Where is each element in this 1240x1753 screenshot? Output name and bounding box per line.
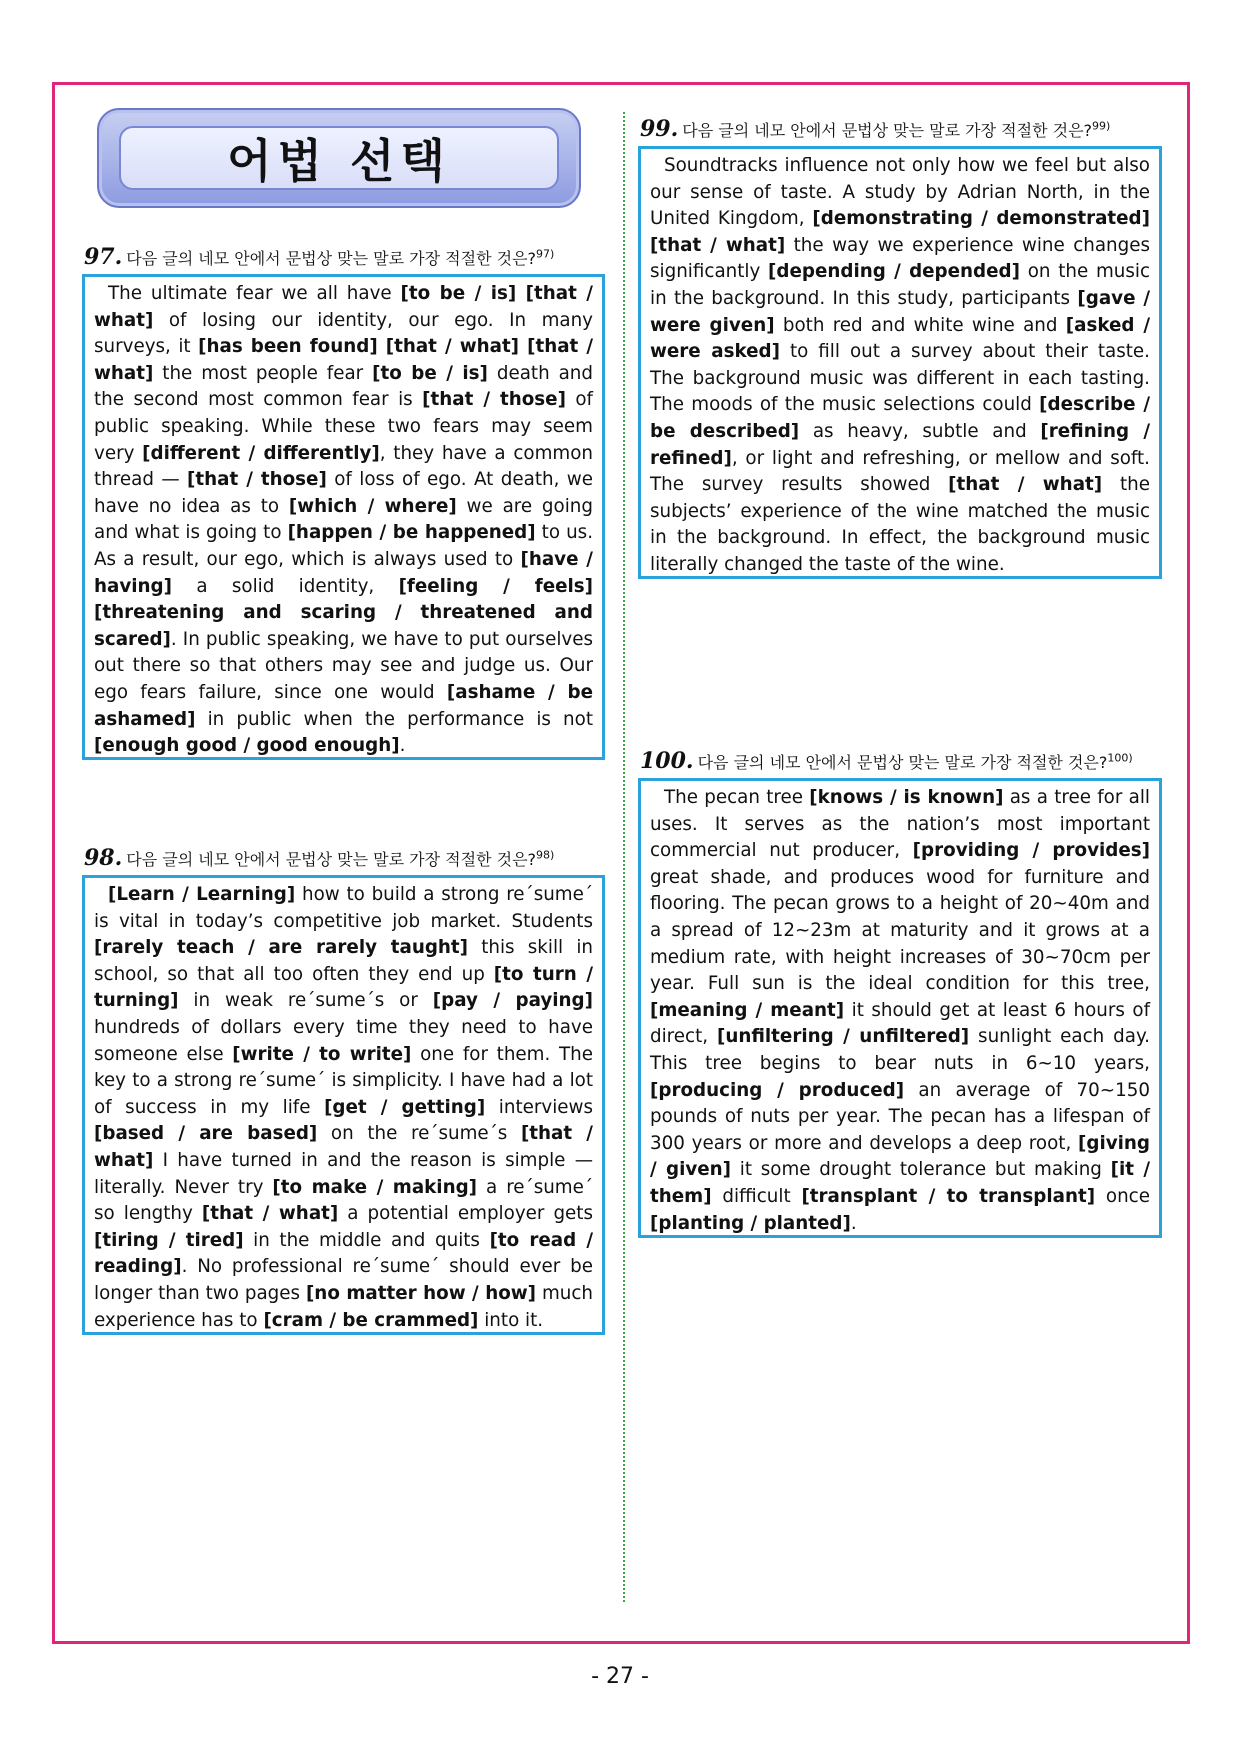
- page-number: - 27 -: [591, 1664, 649, 1689]
- answer-choice: [to be / is] [that / what]: [94, 283, 593, 331]
- footnote-marker: 97): [536, 247, 555, 261]
- question-prompt: 다음 글의 네모 안에서 문법상 맞는 말로 가장 적절한 것은?: [697, 753, 1108, 772]
- answer-choice: [no matter how / how]: [305, 1282, 537, 1304]
- answer-choice: [asked / were asked]: [650, 314, 1151, 363]
- answer-choice: [ashame / be ashamed]: [94, 681, 593, 730]
- answer-choice: [which / where]: [288, 495, 457, 517]
- answer-choice: [that / what]: [948, 474, 1103, 496]
- answer-choice: [producing / produced]: [650, 1079, 905, 1101]
- answer-choice: [knows / is known]: [809, 787, 1004, 808]
- answer-choice: [enough good / good enough]: [94, 735, 400, 757]
- answer-choice: [describe / be described]: [650, 394, 1150, 442]
- page-title: 어법 선택: [227, 134, 451, 188]
- answer-choice: [pay / paying]: [432, 990, 593, 1012]
- answer-choice: [tiring / tired]: [94, 1229, 244, 1251]
- answer-choice: [cram / be crammed]: [263, 1309, 479, 1331]
- footnote-marker: 100): [1107, 751, 1133, 765]
- answer-choice: [depending / depended]: [768, 261, 1020, 283]
- answer-choice: [it / them]: [650, 1159, 1150, 1207]
- answer-choice: [that / what]: [94, 1123, 593, 1171]
- question-box-98: [82, 875, 605, 1335]
- answer-choice: [unfiltering / unfiltered]: [716, 1026, 970, 1048]
- answer-choice: [that / those]: [422, 389, 566, 411]
- column-divider: [623, 112, 625, 1602]
- question-box-97: [82, 274, 605, 760]
- answer-choice: [based / are based]: [94, 1123, 318, 1145]
- answer-choice: [providing / provides]: [912, 840, 1150, 862]
- answer-choice: [Learn / Learning]: [108, 884, 296, 905]
- answer-choice: [refining / refined]: [650, 420, 1150, 469]
- answer-choice: [that / those]: [187, 469, 327, 491]
- question-number: 99.: [640, 116, 679, 142]
- question-box-99: [638, 146, 1162, 579]
- answer-choice: [get / getting]: [324, 1096, 486, 1118]
- footnote-marker: 98): [536, 848, 555, 862]
- answer-choice: [planting / planted]: [650, 1212, 851, 1234]
- question-number: 98.: [84, 845, 123, 871]
- answer-choice: [giving / given]: [650, 1132, 1150, 1181]
- answer-choice: [different / differently]: [142, 442, 380, 464]
- question-number: 97.: [84, 244, 123, 270]
- answer-choice: [have / having]: [94, 548, 593, 597]
- answer-choice: [gave / were given]: [650, 287, 1151, 336]
- answer-choice: [has been found] [that / what] [that / what]: [94, 336, 594, 384]
- question-heading-99: [640, 116, 1110, 142]
- question-prompt: 다음 글의 네모 안에서 문법상 맞는 말로 가장 적절한 것은?: [126, 850, 537, 869]
- question-heading-98: [84, 845, 554, 871]
- title-banner: [97, 108, 581, 208]
- answer-choice: [happen / be happened]: [287, 522, 536, 544]
- question-prompt: 다음 글의 네모 안에서 문법상 맞는 말로 가장 적절한 것은?: [126, 249, 537, 268]
- answer-choice: [to read / reading]: [94, 1229, 594, 1278]
- question-heading-100: [640, 748, 1133, 774]
- question-prompt: 다음 글의 네모 안에서 문법상 맞는 말로 가장 적절한 것은?: [682, 121, 1093, 140]
- answer-choice: [rarely teach / are rarely taught]: [94, 937, 469, 959]
- question-heading-97: [84, 244, 554, 270]
- answer-choice: [meaning / meant]: [650, 999, 845, 1021]
- answer-choice: [to make / making]: [272, 1176, 478, 1198]
- answer-choice: [to be / is]: [372, 362, 488, 384]
- answer-choice: [that / what]: [201, 1203, 339, 1225]
- answer-choice: [feeling / feels] [threatening and scaring / threatened and scared]: [94, 575, 593, 650]
- answer-choice: [transplant / to transplant]: [801, 1185, 1096, 1207]
- question-passage: The pecan tree [knows / is known] as a tree for all uses. It serves as the nation’s most important commercial nut producer, [providing / provides] great shade, and produces wood for furniture and flooring. The pecan grows to a height of 20~40m and a spread of 12~23m at maturity and it grows at a medium rate, with height increases of 30~70cm per year. Full sun is the ideal condition for this tree, [meaning / meant] it should get at least 6 hours of direct, [unfiltering / unfiltered] sunlight each day. This tree begins to bear nuts in 6~10 years, [producing / produced] an average of 70~150 pounds of nuts per year. The pecan has a lifespan of 300 years or more and develops a deep root, [giving / given] it some drought tolerance but making [it / them] difficult [transplant / to transplant] once [planting / planted].: [650, 787, 1151, 1234]
- question-passage: [Learn / Learning] how to build a strong re´sume´ is vital in today’s competitive job market. Students [rarely teach / are rarely taught] this skill in school, so that all too often they end up [to turn / turning] in weak re´sume´s or [pay / paying] hundreds of dollars every time they need to have someone else [write / to write] one for them. The key to a strong re´sume´ is simplicity. I have had a lot of success in my life [get / getting] interviews [based / are based] on the re´sume´s [that / what] I have turned in and the reason is simple — literally. Never try [to make / making] a re´sume´ so lengthy [that / what] a potential employer gets [tiring / tired] in the middle and quits [to read / reading]. No professional re´sume´ should ever be longer than two pages [no matter how / how] much experience has to [cram / be crammed] into it.: [94, 884, 594, 1331]
- question-passage: Soundtracks influence not only how we feel but also our sense of taste. A study by Adrian North, in the United Kingdom, [demonstrating / demonstrated] [that / what] the way we experience wine changes significantly [depending / depended] on the music in the background. In this study, participants [gave / were given] both red and white wine and [asked / were asked] to fill out a survey about their taste. The background music was different in each tasting. The moods of the music selections could [describe / be described] as heavy, subtle and [refining / refined], or light and refreshing, or mellow and soft. The survey results showed [that / what] the subjects’ experience of the wine matched the music in the background. In effect, the background music literally changed the taste of the wine.: [650, 155, 1151, 575]
- question-passage: The ultimate fear we all have [to be / is] [that / what] of losing our identity, our ego. In many surveys, it [has been found] [that / what] [that / what] the most people fear [to be / is] death and the second most common fear is [that / those] of public speaking. While these two fears may seem very [different / differently], they have a common thread — [that / those] of loss of ego. At death, we have no idea as to [which / where] we are going and what is going to [happen / be happened] to us. As a result, our ego, which is always used to [have / having] a solid identity, [feeling / feels] [threatening and scaring / threatened and scared]. In public speaking, we have to put ourselves out there so that others may see and judge us. Our ego fears failure, since one would [ashame / be ashamed] in public when the performance is not [enough good / good enough].: [94, 283, 594, 757]
- question-box-100: [638, 778, 1162, 1238]
- answer-choice: [write / to write]: [232, 1043, 412, 1065]
- answer-choice: [to turn / turning]: [94, 963, 593, 1012]
- question-number: 100.: [640, 748, 694, 774]
- footnote-marker: 99): [1092, 119, 1111, 133]
- title-banner-inner: [119, 126, 559, 190]
- answer-choice: [demonstrating / demonstrated] [that / what]: [650, 208, 1150, 256]
